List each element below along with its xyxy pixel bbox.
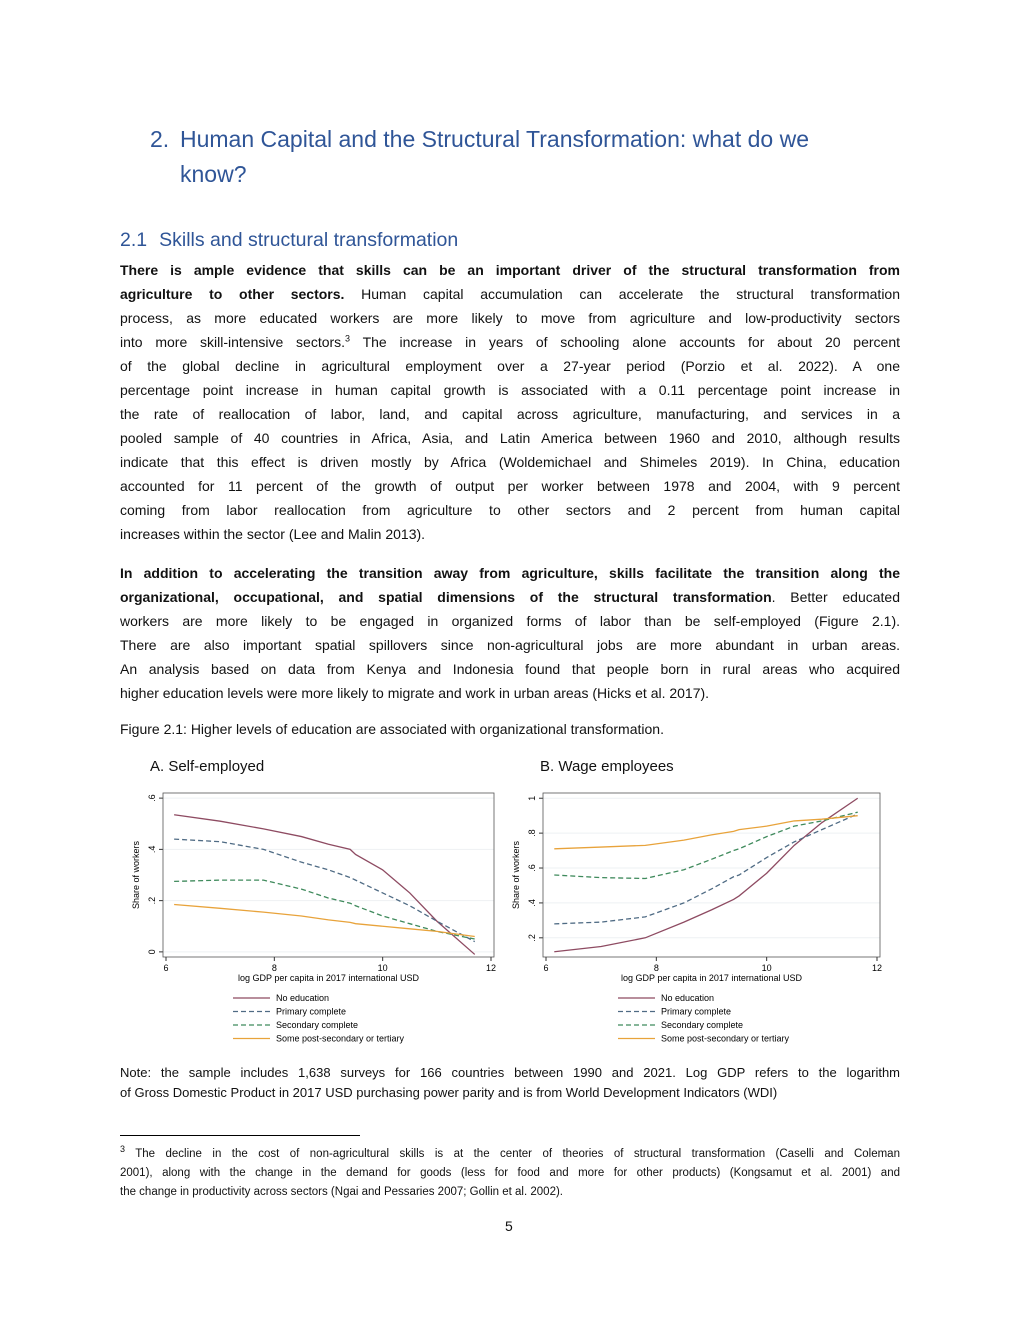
y-axis-label: Share of workers (131, 840, 141, 910)
paragraph-line (120, 585, 900, 609)
subheading-title: Skills and structural transformation (159, 229, 459, 251)
paragraph-line (120, 354, 900, 378)
paragraph-line (120, 258, 900, 282)
bold-text: organizational, occupational, and spatial dimensions of the structural transformation (120, 589, 772, 605)
body-paragraph (120, 258, 900, 546)
text: the rate of reallocation of labor, land, and capital across agriculture, manufacturing, and services in a (120, 406, 900, 422)
paragraph-line (120, 633, 900, 657)
x-axis-label: log GDP per capita in 2017 international USD (238, 973, 419, 983)
y-tick-label: .6 (147, 794, 157, 802)
text: accounted for 11 percent of the growth of output per worker between 1978 and 2004, with 9 percent (120, 478, 900, 494)
legend-label: Secondary complete (661, 1020, 744, 1030)
heading-text-line2: know? (180, 161, 247, 187)
footnote (120, 1145, 900, 1202)
figure-caption: Figure 2.1: Higher levels of education are associated with organizational transformation. (120, 721, 664, 737)
text: workers are more likely to be engaged in organized forms of labor than be self-employed (Figure 2.1). (120, 613, 900, 629)
paragraph-line (120, 474, 900, 498)
paragraph-line (120, 378, 900, 402)
y-tick-label: .4 (527, 899, 537, 907)
paragraph-line (120, 522, 900, 546)
chart-self-employed (120, 780, 505, 1062)
text: of the global decline in agricultural employment over a 27-year period (Porzio et al. 2022). A one (120, 358, 900, 374)
heading-number: 2. (150, 126, 170, 152)
text: increases within the sector (Lee and Malin 2013). (120, 526, 426, 542)
x-tick-label: 6 (543, 963, 549, 973)
note-line: Note: the sample includes 1,638 surveys for 166 countries between 1990 and 2021. Log GDP refers to the logarithm (120, 1065, 900, 1080)
y-tick-label: .2 (147, 896, 157, 905)
bold-text: agriculture to other sectors. (120, 286, 345, 302)
paragraph-line (120, 561, 900, 585)
footnote-line: The decline in the cost of non-agricultural skills is at the center of theories of structural transformation (Caselli and Coleman (135, 1148, 900, 1160)
panel-a-title: A. Self-employed (150, 758, 265, 775)
x-tick-label: 10 (377, 963, 388, 973)
text: indicate that this effect is driven mostly by Africa (Woldemichael and Shimeles 2019). In China, education (120, 454, 900, 470)
footnote-line: 2001), along with the change in the demand for goods (less for food and more for other products) (Kongsamut et al. 2001) and (120, 1167, 900, 1179)
note-line: of Gross Domestic Product in 2017 USD purchasing power parity and is from World Development Indicators (WDI) (120, 1085, 778, 1100)
paragraph-line (120, 306, 900, 330)
paragraph-line (120, 609, 900, 633)
legend-label: No education (276, 993, 330, 1003)
text: percentage point increase in human capital growth is associated with a 0.11 percentage point increase in (120, 382, 900, 398)
figure-note (120, 1063, 900, 1103)
paragraph-line (120, 426, 900, 450)
footnote-marker: 3 (120, 1144, 126, 1155)
paragraph-line (120, 330, 900, 354)
body-paragraph (120, 561, 900, 705)
paragraph-line (120, 681, 900, 705)
panel-b-title: B. Wage employees (540, 758, 674, 775)
x-tick-label: 8 (271, 963, 277, 973)
paragraph-line (120, 498, 900, 522)
x-tick-label: 12 (871, 963, 883, 973)
text: Human capital accumulation can accelerate the structural transformation (344, 286, 900, 302)
text: There are also important spatial spillovers since non-agricultural jobs are more abundant in urban areas. (120, 637, 900, 653)
legend-label: Primary complete (276, 1006, 347, 1017)
text: process, as more educated workers are more likely to move from agriculture and low-productivity sectors (120, 310, 900, 326)
legend-label: Primary complete (661, 1006, 732, 1017)
footnote-ref[interactable]: 3 (345, 333, 351, 344)
bold-text: There is ample evidence that skills can be an important driver of the structural transformation from (120, 262, 900, 278)
text: An analysis based on data from Kenya and Indonesia found that people born in rural areas who acquired (120, 661, 900, 677)
footnote-line: the change in productivity across sectors (Ngai and Pessaries 2007; Gollin et al. 2002). (120, 1186, 563, 1198)
legend-label: No education (661, 993, 715, 1003)
x-tick-label: 6 (163, 963, 169, 973)
subsection-heading (120, 229, 458, 252)
section-heading (150, 122, 870, 192)
x-tick-label: 12 (485, 963, 497, 973)
text: coming from labor reallocation from agriculture to other sectors and 2 percent from human capital (120, 502, 900, 518)
x-tick-label: 8 (653, 963, 659, 973)
y-tick-label: 0 (147, 949, 157, 955)
y-tick-label: 1 (527, 795, 537, 801)
footnote-separator (120, 1135, 360, 1136)
text: pooled sample of 40 countries in Africa, Asia, and Latin America between 1960 and 2010, although results (120, 430, 900, 446)
page-number: 5 (505, 1218, 513, 1234)
paragraph-line (120, 450, 900, 474)
heading-text-line1: Human Capital and the Structural Transformation: what do we (180, 126, 809, 152)
y-tick-label: .6 (527, 864, 537, 872)
paragraph-line (120, 657, 900, 681)
bold-text: In addition to accelerating the transition away from agriculture, skills facilitate the transition along the (120, 565, 900, 581)
legend-label: Secondary complete (276, 1020, 359, 1030)
x-axis-label: log GDP per capita in 2017 international USD (621, 973, 802, 983)
y-tick-label: .4 (147, 845, 157, 854)
text: . Better educated (771, 589, 900, 605)
y-tick-label: .8 (527, 829, 537, 837)
x-tick-label: 10 (761, 963, 772, 973)
text: into more skill-intensive sectors. (120, 334, 346, 350)
chart-wage-employees (505, 780, 890, 1062)
subheading-number: 2.1 (120, 229, 148, 251)
legend-label: Some post-secondary or tertiary (276, 1033, 405, 1044)
legend-label: Some post-secondary or tertiary (661, 1033, 790, 1044)
paragraph-line (120, 402, 900, 426)
text: higher education levels were more likely to migrate and work in urban areas (Hicks et al. 2017). (120, 685, 710, 701)
paragraph-line (120, 282, 900, 306)
y-axis-label: Share of workers (511, 840, 521, 910)
y-tick-label: .2 (527, 934, 537, 942)
text: The increase in years of schooling alone accounts for about 20 percent (350, 334, 900, 350)
